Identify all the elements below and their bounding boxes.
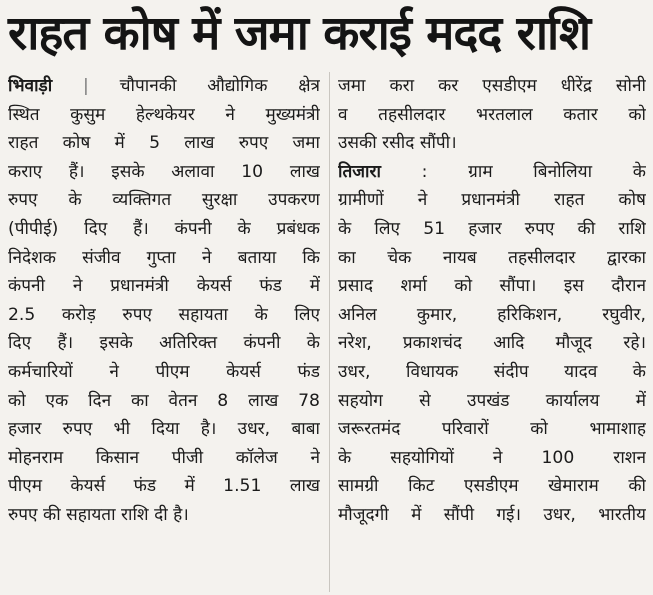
dateline-separator: | — [83, 76, 89, 96]
article-line: जरूरतमंद परिवारों को भामाशाह — [338, 419, 646, 440]
article-line: हजार रुपए भी दिया है। उधर, बाबा — [8, 419, 320, 440]
article-line: (पीपीई) दिए हैं। कंपनी के प्रबंधक — [8, 218, 320, 239]
article-line: के लिए 51 हजार रुपए की राशि — [338, 218, 646, 239]
article-line: कराए हैं। इसके अलावा 10 लाख — [8, 161, 320, 182]
article-line: उधर, विधायक संदीप यादव के — [338, 361, 646, 382]
article-line: तिजारा : ग्राम बिनोलिया के — [338, 161, 646, 182]
right-column — [338, 72, 646, 530]
article-line: जमा करा कर एसडीएम धीरेंद्र सोनी — [338, 76, 646, 96]
article-line: सहयोग से उपखंड कार्यालय में — [338, 390, 646, 411]
left-column — [8, 72, 320, 530]
article-line: प्रसाद शर्मा को सौंपा। इस दौरान — [338, 276, 646, 297]
article-line: रुपए की सहायता राशि दी है। — [8, 504, 189, 525]
dateline: भिवाड़ी — [8, 76, 53, 96]
article-line: दिए हैं। इसके अतिरिक्त कंपनी के — [8, 333, 320, 354]
article-line: उसकी रसीद सौंपी। — [338, 133, 457, 154]
article-line: भिवाड़ी | चौपानकी औद्योगिक क्षेत्र — [8, 76, 320, 96]
article-line: को एक दिन का वेतन 8 लाख 78 — [8, 390, 320, 411]
article-line: का चेक नायब तहसीलदार द्वारका — [338, 247, 646, 268]
article-line: के सहयोगियों ने 100 राशन — [338, 447, 646, 468]
article-line: मौजूदगी में सौंपी गई। उधर, भारतीय — [338, 504, 646, 525]
article-line: अनिल कुमार, हरिकिशन, रघुवीर, — [338, 304, 646, 325]
article-line: पीएम केयर्स फंड में 1.51 लाख — [8, 476, 320, 497]
article-line: कर्मचारियों ने पीएम केयर्स फंड — [8, 361, 320, 382]
article-line: रुपए के व्यक्तिगत सुरक्षा उपकरण — [8, 190, 320, 211]
article-line: स्थित कुसुम हेल्थकेयर ने मुख्यमंत्री — [8, 104, 320, 125]
article-line: मोहनराम किसान पीजी कॉलेज ने — [8, 447, 320, 468]
article-line: ग्रामीणों ने प्रधानमंत्री राहत कोष — [338, 190, 646, 211]
dateline: तिजारा — [338, 161, 381, 182]
article-line: सामग्री किट एसडीएम खेमाराम की — [338, 476, 646, 497]
column-divider — [329, 72, 330, 592]
article-line: व तहसीलदार भरतलाल कतार को — [338, 104, 646, 125]
article-line: राहत कोष में 5 लाख रुपए जमा — [8, 133, 320, 154]
article-line: नरेश, प्रकाशचंद आदि मौजूद रहे। — [338, 333, 646, 354]
headline: राहत कोष में जमा कराई मदद राशि — [8, 6, 591, 61]
article-line: निदेशक संजीव गुप्ता ने बताया कि — [8, 247, 320, 268]
dateline-separator: : — [421, 161, 428, 182]
article-line: कंपनी ने प्रधानमंत्री केयर्स फंड में — [8, 276, 320, 297]
article-line: 2.5 करोड़ रुपए सहायता के लिए — [8, 304, 320, 325]
